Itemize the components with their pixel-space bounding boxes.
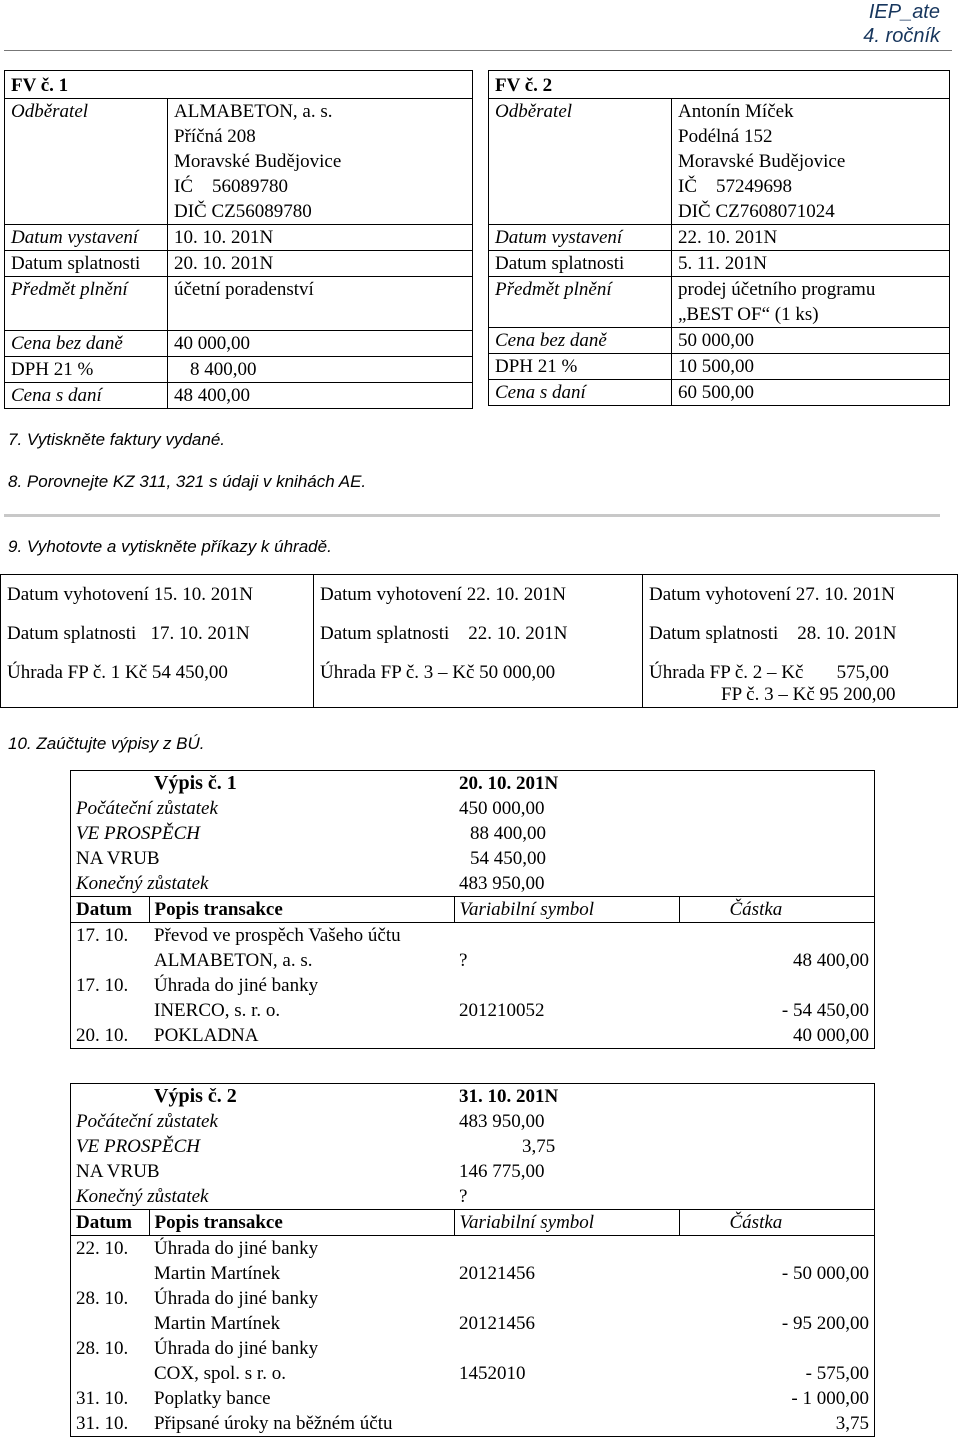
invoice-2-vat: 10 500,00 (672, 354, 950, 380)
section-divider (4, 514, 940, 517)
row-amount (679, 973, 874, 998)
order-3-created: Datum vyhotovení 27. 10. 201N (649, 584, 895, 605)
order-1-created: Datum vyhotovení 15. 10. 201N (7, 584, 253, 605)
row-vs (454, 1286, 679, 1311)
row-desc: Připsané úroky na běžném účtu (154, 1413, 393, 1434)
statement-2-credit-label: VE PROSPĚCH (76, 1136, 201, 1157)
invoice-1-buyer-street: Příčná 208 (174, 126, 256, 147)
table-row (71, 998, 874, 1023)
invoice-1-net: 40 000,00 (168, 331, 473, 357)
header-rule (4, 50, 952, 51)
statement-2-col-desc: Popis transakce (149, 1210, 454, 1236)
invoice-1-buyer-city: Moravské Budějovice (174, 151, 342, 172)
invoice-1-buyer-name: ALMABETON, a. s. (174, 101, 333, 122)
row-amount: 3,75 (835, 1413, 869, 1434)
invoice-1-issue-label: Datum vystavení (5, 225, 168, 251)
statement-2-credit: 3,75 (522, 1136, 556, 1157)
row-vs: 1452010 (459, 1363, 526, 1384)
statement-1-credit-label: VE PROSPĚCH (76, 823, 201, 844)
row-amount: - 54 450,00 (781, 1000, 869, 1021)
order-1-due: Datum splatnosti 17. 10. 201N (7, 623, 250, 644)
row-desc: Převod ve prospěch Vašeho účtu (154, 925, 401, 946)
row-desc: ALMABETON, a. s. (154, 950, 313, 971)
task-9: 9. Vyhotovte a vytiskněte příkazy k úhradě. (8, 537, 332, 556)
row-vs (454, 973, 679, 998)
statement-1-table (71, 771, 874, 1048)
bank-statement-1 (70, 770, 875, 1049)
task-10: 10. Zaúčtujte výpisy z BÚ. (8, 734, 205, 753)
row-desc: Martin Martínek (154, 1263, 281, 1284)
statement-1-opening: 450 000,00 (459, 798, 545, 819)
invoice-1-due-label: Datum splatnosti (5, 251, 168, 277)
invoice-1-subject: účetní poradenství (168, 277, 473, 331)
statement-1-credit: 88 400,00 (470, 823, 546, 844)
invoice-2-subject (672, 277, 950, 328)
invoice-2-vat-label: DPH 21 % (489, 354, 672, 380)
header-course: IEP_ate (868, 1, 940, 23)
invoice-1-subject-label: Předmět plnění (5, 277, 168, 331)
row-amount: - 50 000,00 (781, 1263, 869, 1284)
row-date (71, 998, 149, 1023)
row-date: 17. 10. (76, 925, 129, 946)
row-amount (679, 923, 874, 949)
table-row (71, 1386, 874, 1411)
row-date (71, 948, 149, 973)
row-date: 17. 10. (76, 975, 129, 996)
row-vs (454, 1411, 679, 1436)
row-amount: 48 400,00 (793, 950, 869, 971)
invoice-1-gross: 48 400,00 (168, 383, 473, 409)
table-row (71, 923, 874, 949)
invoice-1-title: FV č. 1 (5, 71, 473, 99)
invoice-2-issue-label: Datum vystavení (489, 225, 672, 251)
row-desc: Poplatky bance (154, 1388, 271, 1409)
row-amount: - 1 000,00 (791, 1388, 869, 1409)
row-amount (679, 1286, 874, 1311)
table-row (71, 1023, 874, 1048)
row-amount: - 95 200,00 (781, 1313, 869, 1334)
invoice-1-due: 20. 10. 201N (168, 251, 473, 277)
statement-2-title: Výpis č. 2 (154, 1085, 237, 1107)
statement-2-debit: 146 775,00 (459, 1161, 545, 1182)
invoice-1-net-label: Cena bez daně (5, 331, 168, 357)
order-3-payment-2: FP č. 3 – Kč 95 200,00 (721, 684, 896, 705)
invoice-2-gross: 60 500,00 (672, 380, 950, 406)
table-row (71, 1336, 874, 1361)
statement-1-closing: 483 950,00 (459, 873, 545, 894)
invoice-2-subject-label: Předmět plnění (489, 277, 672, 328)
row-vs: 20121456 (459, 1263, 535, 1284)
row-vs: 20121456 (459, 1313, 535, 1334)
invoice-1-vat: 8 400,00 (168, 357, 473, 383)
statement-2-col-vs: Variabilní symbol (454, 1210, 679, 1236)
order-3-due: Datum splatnosti 28. 10. 201N (649, 623, 897, 644)
invoice-2-due-label: Datum splatnosti (489, 251, 672, 277)
invoice-2 (488, 70, 950, 406)
order-2-payment: Úhrada FP č. 3 – Kč 50 000,00 (320, 662, 556, 683)
row-desc: INERCO, s. r. o. (154, 1000, 281, 1021)
row-date (71, 1361, 149, 1386)
row-date: 28. 10. (76, 1338, 129, 1359)
row-desc: POKLADNA (154, 1025, 259, 1046)
payment-order-3 (643, 575, 958, 708)
statement-1-opening-label: Počáteční zůstatek (76, 798, 218, 819)
row-date: 28. 10. (76, 1288, 129, 1309)
statement-1-col-desc: Popis transakce (149, 897, 454, 923)
row-desc: Martin Martínek (154, 1313, 281, 1334)
row-vs (454, 1023, 679, 1048)
statement-2-date: 31. 10. 201N (459, 1086, 559, 1107)
statement-1-col-vs: Variabilní symbol (454, 897, 679, 923)
order-3-payment: Úhrada FP č. 2 – Kč 575,00 (649, 662, 889, 683)
invoice-2-subject-line1: prodej účetního programu (678, 279, 876, 300)
row-date: 22. 10. (76, 1238, 129, 1259)
row-date (71, 1261, 149, 1286)
statement-1-title: Výpis č. 1 (154, 772, 237, 794)
order-2-due: Datum splatnosti 22. 10. 201N (320, 623, 568, 644)
row-amount: - 575,00 (805, 1363, 869, 1384)
order-2-created: Datum vyhotovení 22. 10. 201N (320, 584, 566, 605)
row-vs (454, 1336, 679, 1361)
row-vs (454, 1386, 679, 1411)
statement-2-table (71, 1084, 874, 1436)
statement-2-opening: 483 950,00 (459, 1111, 545, 1132)
row-desc: Úhrada do jiné banky (154, 1338, 319, 1359)
invoice-2-buyer-dic: DIČ CZ7608071024 (678, 201, 835, 222)
invoice-2-buyer-name: Antonín Míček (678, 101, 794, 122)
invoice-2-gross-label: Cena s daní (489, 380, 672, 406)
statement-1-col-amount: Částka (679, 897, 874, 923)
statement-1-debit: 54 450,00 (470, 848, 546, 869)
statement-1-date: 20. 10. 201N (459, 773, 559, 794)
invoice-2-issue: 22. 10. 201N (672, 225, 950, 251)
row-date (71, 1311, 149, 1336)
invoice-2-buyer-label: Odběratel (489, 99, 672, 225)
invoice-1-issue: 10. 10. 201N (168, 225, 473, 251)
invoice-2-net-label: Cena bez daně (489, 328, 672, 354)
invoice-2-net: 50 000,00 (672, 328, 950, 354)
row-amount: 40 000,00 (793, 1025, 869, 1046)
task-7: 7. Vytiskněte faktury vydané. (8, 430, 226, 449)
table-row (71, 948, 874, 973)
invoice-2-buyer-ic: IČ 57249698 (678, 176, 792, 197)
table-row (71, 973, 874, 998)
order-1-payment: Úhrada FP č. 1 Kč 54 450,00 (7, 662, 228, 683)
table-row (71, 1411, 874, 1436)
row-desc: Úhrada do jiné banky (154, 975, 319, 996)
table-row (71, 1261, 874, 1286)
row-desc: Úhrada do jiné banky (154, 1238, 319, 1259)
statement-2-closing-label: Konečný zůstatek (76, 1186, 209, 1207)
table-row (71, 1361, 874, 1386)
row-vs: 201210052 (459, 1000, 545, 1021)
page-header (863, 0, 940, 48)
row-date: 31. 10. (76, 1388, 129, 1409)
row-vs (454, 1236, 679, 1262)
payment-order-1 (1, 575, 314, 708)
row-date: 31. 10. (76, 1413, 129, 1434)
table-row (71, 1311, 874, 1336)
task-8: 8. Porovnejte KZ 311, 321 s údaji v knihách AE. (8, 472, 367, 491)
invoice-1-gross-label: Cena s daní (5, 383, 168, 409)
row-date: 20. 10. (76, 1025, 129, 1046)
invoice-2-due: 5. 11. 201N (672, 251, 950, 277)
payment-orders (0, 574, 958, 708)
statement-1-debit-label: NA VRUB (76, 848, 160, 869)
invoice-1 (4, 70, 473, 409)
invoice-1-vat-label: DPH 21 % (5, 357, 168, 383)
row-amount (679, 1336, 874, 1361)
statement-2-col-date: Datum (71, 1210, 149, 1236)
row-amount (679, 1236, 874, 1262)
invoice-2-title: FV č. 2 (489, 71, 950, 99)
invoice-2-subject-line2: „BEST OF“ (1 ks) (678, 304, 819, 325)
row-vs (454, 923, 679, 949)
table-row (71, 1236, 874, 1262)
statement-2-closing: ? (459, 1186, 468, 1207)
statement-1-col-date: Datum (71, 897, 149, 923)
row-desc: Úhrada do jiné banky (154, 1288, 319, 1309)
row-vs: ? (459, 950, 468, 971)
invoice-2-buyer (672, 99, 950, 225)
statement-1-closing-label: Konečný zůstatek (76, 873, 209, 894)
header-year: 4. ročník (863, 25, 940, 47)
invoice-1-buyer-dic: DIČ CZ56089780 (174, 201, 312, 222)
invoice-2-buyer-city: Moravské Budějovice (678, 151, 846, 172)
row-desc: COX, spol. s r. o. (154, 1363, 286, 1384)
statement-2-debit-label: NA VRUB (76, 1161, 160, 1182)
invoice-1-buyer-ic: IĆ 56089780 (174, 176, 288, 197)
invoice-1-buyer-label: Odběratel (5, 99, 168, 225)
payment-order-2 (314, 575, 643, 708)
statement-2-opening-label: Počáteční zůstatek (76, 1111, 218, 1132)
table-row (71, 1286, 874, 1311)
invoice-2-buyer-street: Podélná 152 (678, 126, 773, 147)
invoice-1-buyer (168, 99, 473, 225)
bank-statement-2 (70, 1083, 875, 1437)
statement-2-col-amount: Částka (679, 1210, 874, 1236)
